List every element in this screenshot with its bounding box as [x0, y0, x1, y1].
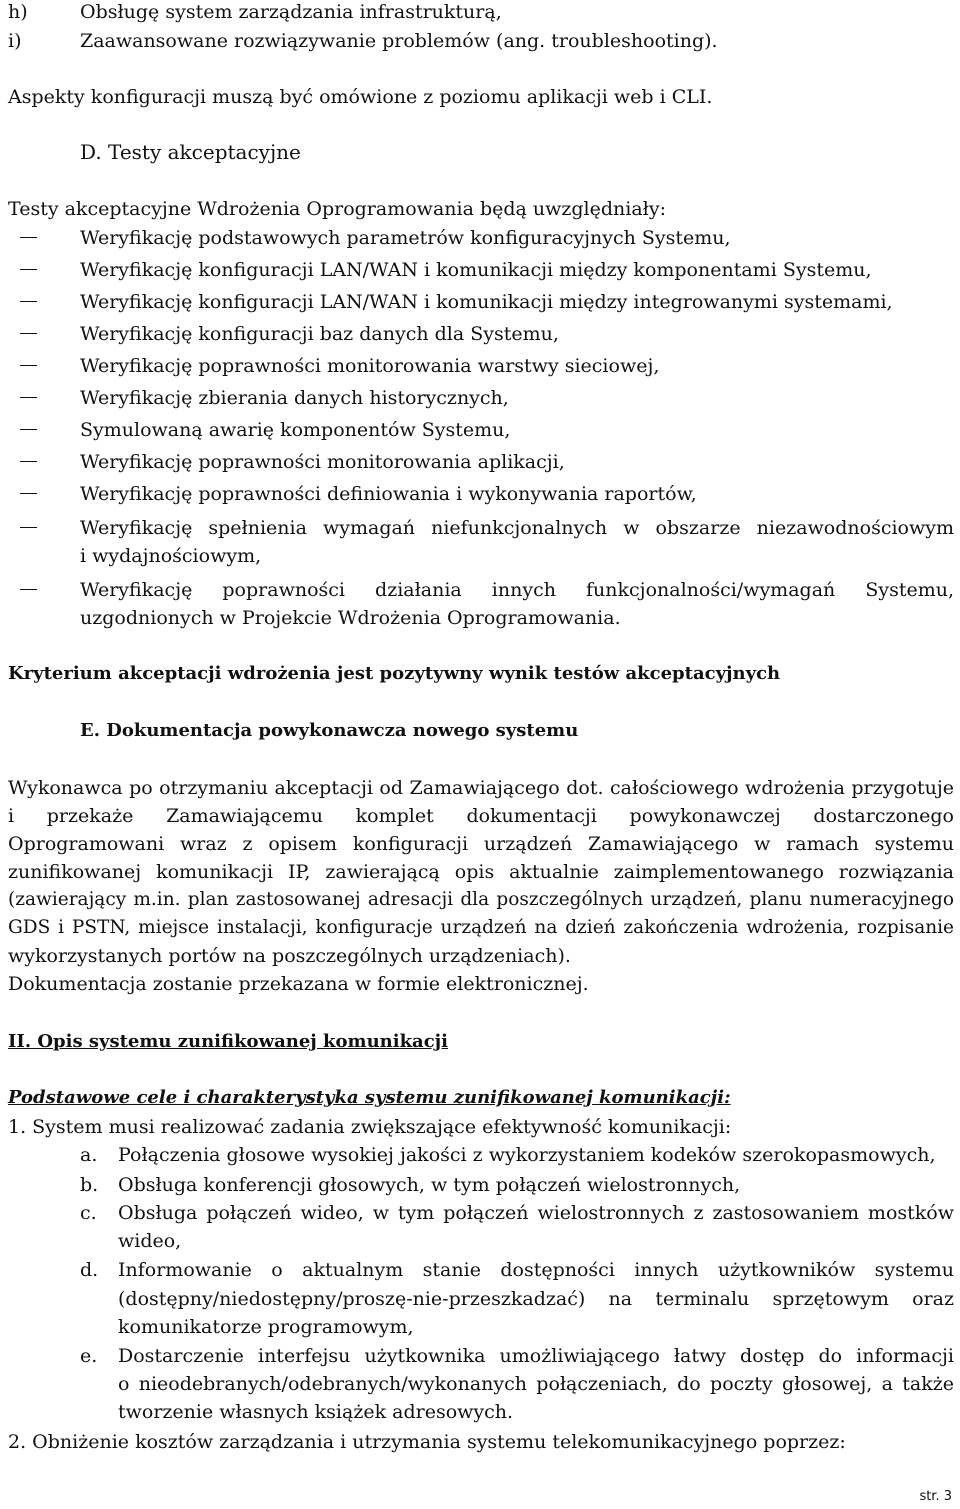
sub-item-e-line1: Dostarczenie interfejsu użytkownika umożliwiającego łatwy dostęp do informacji: [118, 1345, 954, 1367]
sub-marker-b: b.: [80, 1174, 99, 1196]
list-item: Weryfikację poprawności monitorowania warstwy sieciowej,: [80, 355, 660, 377]
section-ii-item-2: 2. Obniżenie kosztów zarządzania i utrzymania systemu telekomunikacyjnego poprzez:: [8, 1431, 846, 1453]
section-ii-item-1: 1. System musi realizować zadania zwiększające efektywność komunikacji:: [8, 1116, 732, 1138]
dash-bullet: [20, 589, 37, 590]
list-item-wrap-line1: Weryfikację poprawności działania innych funkcjonalności/wymagań Systemu,: [80, 579, 954, 601]
sub-item-c-line2: wideo,: [118, 1230, 182, 1252]
sub-item-d-line2: (dostępny/niedostępny/proszę-nie-przeszkadzać) na terminalu sprzętowym oraz: [118, 1288, 954, 1310]
section-e-para-line: Oprogramowani wraz z opisem konfiguracji urządzeń Zamawiającego w ramach systemu: [8, 833, 954, 855]
sub-marker-d: d.: [80, 1259, 99, 1281]
list-marker-h: h): [8, 1, 28, 23]
section-e-closing: Dokumentacja zostanie przekazana w formie elektronicznej.: [8, 973, 589, 995]
section-d-intro: Testy akceptacyjne Wdrożenia Oprogramowania będą uwzględniały:: [8, 198, 666, 220]
list-item: Weryfikację zbierania danych historycznych,: [80, 387, 509, 409]
acceptance-criterion: Kryterium akceptacji wdrożenia jest pozytywny wynik testów akceptacyjnych: [8, 663, 781, 684]
list-item: Weryfikację konfiguracji LAN/WAN i komunikacji między komponentami Systemu,: [80, 259, 872, 281]
sub-marker-e: e.: [80, 1345, 98, 1367]
sub-item-c-line1: Obsługa połączeń wideo, w tym połączeń wielostronnych z zastosowaniem mostków: [118, 1202, 954, 1224]
aspects-line: Aspekty konfiguracji muszą być omówione z poziomu aplikacji web i CLI.: [8, 86, 713, 108]
dash-bullet: [20, 333, 37, 334]
sub-item-e-line3: tworzenie własnych książek adresowych.: [118, 1401, 514, 1423]
dash-bullet: [20, 301, 37, 302]
sub-marker-a: a.: [80, 1144, 98, 1166]
sub-item-a: Połączenia głosowe wysokiej jakości z wykorzystaniem kodeków szerokopasmowych,: [118, 1144, 936, 1166]
dash-bullet: [20, 429, 37, 430]
section-ii-heading: II. Opis systemu zunifikowanej komunikacji: [8, 1031, 449, 1052]
dash-bullet: [20, 237, 37, 238]
list-item: Weryfikację poprawności definiowania i wykonywania raportów,: [80, 483, 697, 505]
section-e-para-line: (zawierający m.in. plan zastosowanej adresacji dla poszczególnych urządzeń, planu numeracyjnego: [8, 889, 954, 910]
list-marker-i: i): [8, 30, 22, 52]
section-e-para-line: i przekaże Zamawiającemu komplet dokumentacji powykonawczej dostarczonego: [8, 805, 954, 827]
page-number: str. 3: [919, 1489, 952, 1504]
section-e-para-line: zunifikowanej komunikacji IP, zawierającą opis aktualnie zaimplementowanego rozwiązania: [8, 861, 954, 883]
section-e-heading: E. Dokumentacja powykonawcza nowego systemu: [80, 720, 579, 741]
sub-item-b: Obsługa konferencji głosowych, w tym połączeń wielostronnych,: [118, 1174, 741, 1196]
section-d-heading: D. Testy akceptacyjne: [80, 140, 301, 164]
list-item: Weryfikację konfiguracji baz danych dla Systemu,: [80, 323, 559, 345]
section-e-para-line: GDS i PSTN, miejsce instalacji, konfiguracje urządzeń na dzień zakończenia wdrożenia, rozpisanie: [8, 917, 954, 938]
dash-bullet: [20, 461, 37, 462]
section-e-para-line: Wykonawca po otrzymaniu akceptacji od Zamawiającego dot. całościowego wdrożenia przygotuje: [8, 777, 954, 799]
list-item-i: Zaawansowane rozwiązywanie problemów (ang. troubleshooting).: [80, 30, 718, 52]
dash-bullet: [20, 493, 37, 494]
list-item: Weryfikację konfiguracji LAN/WAN i komunikacji między integrowanymi systemami,: [80, 291, 893, 313]
dash-bullet: [20, 269, 37, 270]
section-ii-subheading: Podstawowe cele i charakterystyka systemu zunifikowanej komunikacji:: [8, 1087, 731, 1108]
list-item: Symulowaną awarię komponentów Systemu,: [80, 419, 511, 441]
dash-bullet: [20, 365, 37, 366]
list-item: Weryfikację poprawności monitorowania aplikacji,: [80, 451, 565, 473]
sub-item-e-line2: o nieodebranych/odebranych/wykonanych połączeniach, do poczty głosowej, a także: [118, 1373, 954, 1395]
list-item-wrap-line1: Weryfikację spełnienia wymagań niefunkcjonalnych w obszarze niezawodnościowym: [80, 517, 954, 539]
sub-item-d-line1: Informowanie o aktualnym stanie dostępności innych użytkowników systemu: [118, 1259, 954, 1281]
list-item-wrap-line2: i wydajnościowym,: [80, 545, 262, 567]
sub-marker-c: c.: [80, 1202, 97, 1224]
list-item-h: Obsługę system zarządzania infrastrukturą,: [80, 1, 502, 23]
sub-item-d-line3: komunikatorze programowym,: [118, 1316, 414, 1338]
dash-bullet: [20, 527, 37, 528]
section-e-para-line: wykorzystanych portów na poszczególnych urządzeniach).: [8, 945, 571, 967]
list-item-wrap-line2: uzgodnionych w Projekcie Wdrożenia Oprogramowania.: [80, 607, 621, 629]
list-item: Weryfikację podstawowych parametrów konfiguracyjnych Systemu,: [80, 227, 731, 249]
dash-bullet: [20, 397, 37, 398]
